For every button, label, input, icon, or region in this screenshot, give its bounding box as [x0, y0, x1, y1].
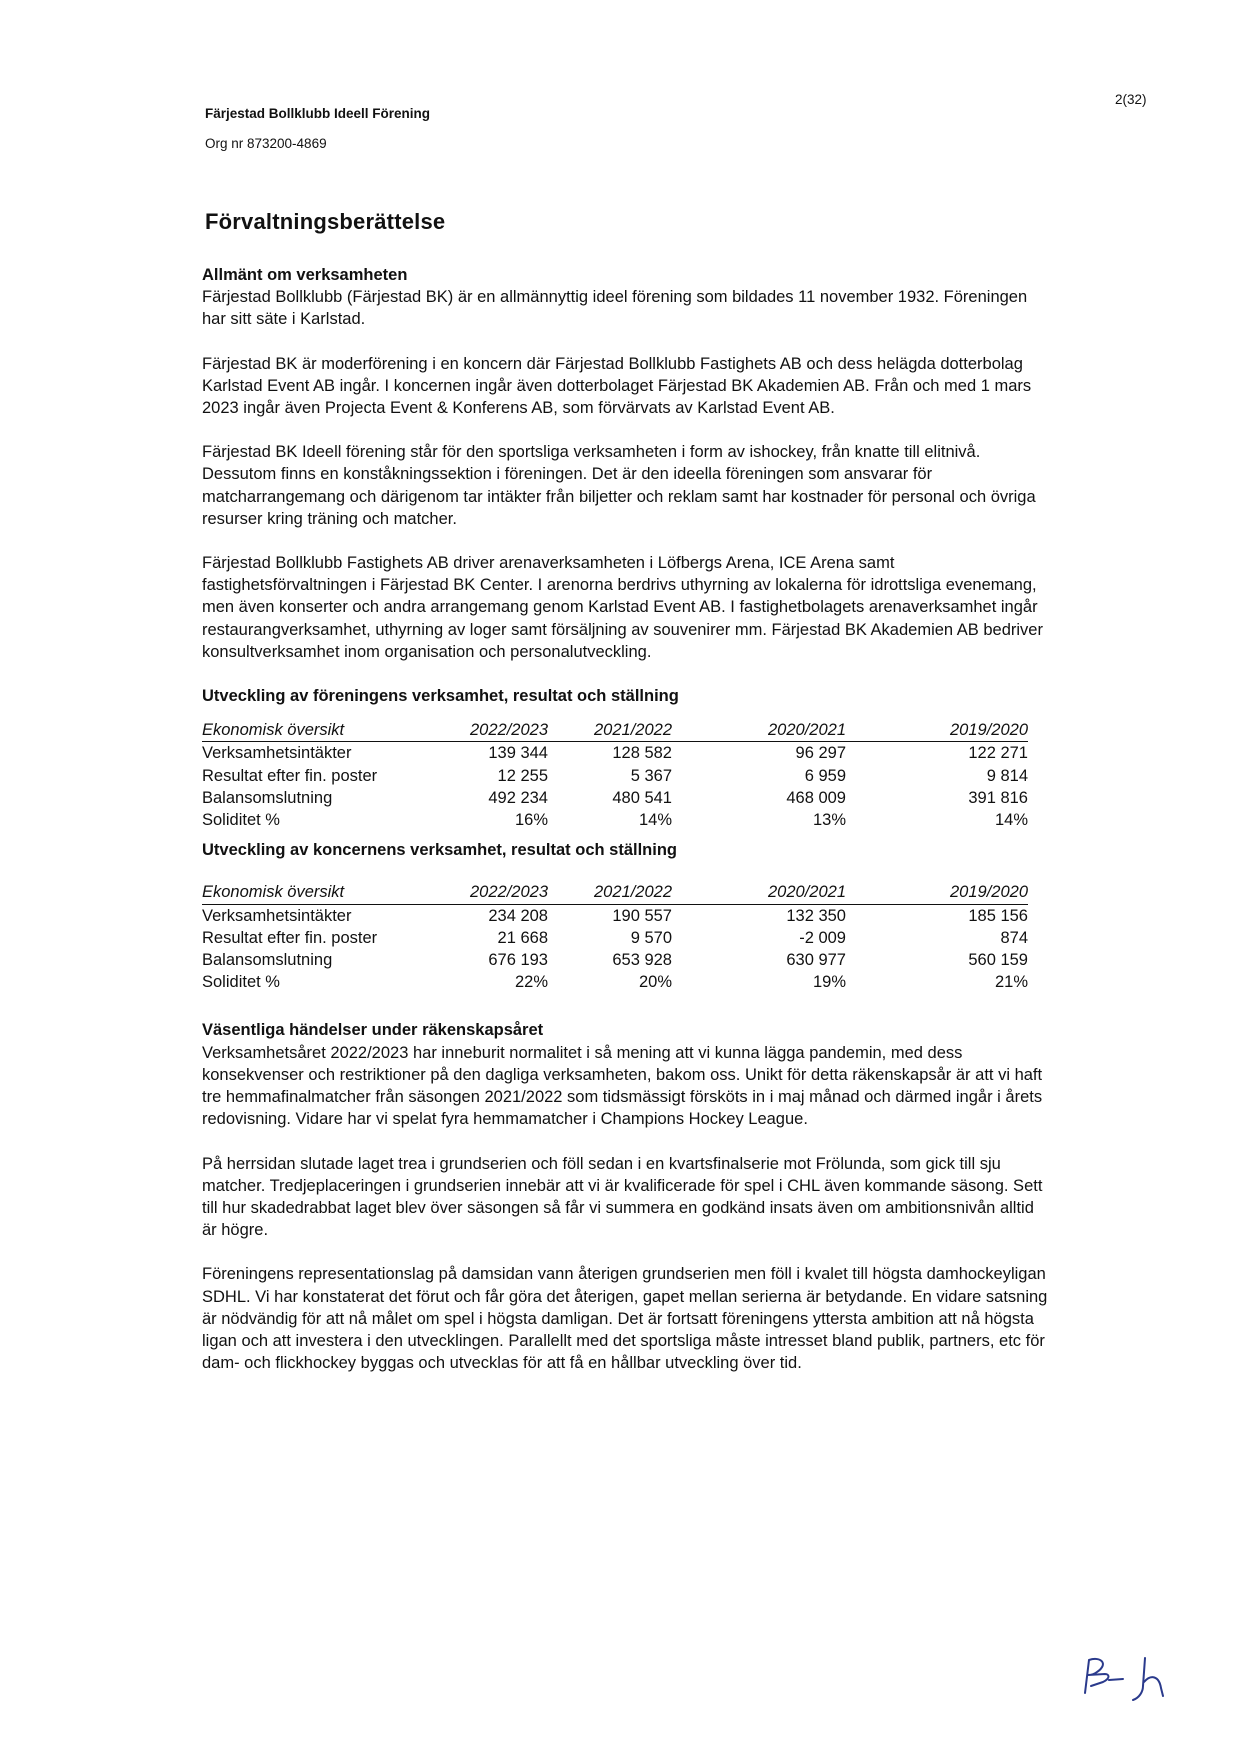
table-header-cell: Ekonomisk översikt: [202, 881, 422, 904]
table-cell: 12 255: [497, 766, 548, 785]
table-cell: 6 959: [804, 766, 846, 785]
signature-initials: [1075, 1648, 1185, 1708]
table-cell: 122 271: [968, 744, 1028, 763]
association-financial-table: [202, 719, 1028, 831]
table-cell: 874: [1000, 928, 1028, 947]
group-table-heading: Utveckling av koncernens verksamhet, resultat och ställning: [202, 841, 678, 860]
table-cell: 139 344: [488, 744, 548, 763]
table-cell: 96 297: [795, 744, 846, 763]
organization-number: Org nr 873200-4869: [205, 136, 327, 151]
general-paragraph-1: Färjestad Bollklubb (Färjestad BK) är en allmännyttig ideel förening som bildades 11 november 1932. Föreningen har sitt säte i Karlstad.: [202, 288, 1028, 329]
events-heading: Väsentliga händelser under räkenskapsåret: [202, 1021, 544, 1040]
table-header-cell: 2020/2021: [672, 719, 846, 742]
table-cell: 190 557: [612, 906, 672, 925]
general-paragraph-3: Färjestad BK Ideell förening står för den sportsliga verksamheten i form av ishockey, från knatte till elitnivå. Dessutom finns en konståkningssektion i föreningen. Det är den ideella föreningen som ansvarar för matcharrangemang och därigenom tar intäkter från biljetter och reklam samt har kostnader för personal och övriga resurser kring träning och matcher.: [202, 443, 1036, 528]
table-header-cell: 2019/2020: [846, 881, 1028, 904]
table-cell: 468 009: [786, 788, 846, 807]
events-paragraph-1: Verksamhetsåret 2022/2023 har inneburit normalitet i så mening att vi kunna lägga pandemin, med dess konsekvenser och restriktioner på den dagliga verksamheten, bakom oss. Unikt för detta räkenskapsår är att vi haft tre hemmafinalmatcher från säsongen 2021/2022 som tidsmässigt försköts in i maj månad och därmed ingår i årets redovisning. Vidare har vi spelat fyra hemmamatcher i Champions Hockey League.: [202, 1043, 1043, 1129]
table-cell: 132 350: [786, 906, 846, 925]
general-heading: Allmänt om verksamheten: [202, 266, 408, 284]
table-cell: 21%: [994, 973, 1028, 992]
table-cell: 630 977: [786, 951, 846, 970]
table-row: [202, 904, 1028, 927]
table-cell: 9 814: [986, 766, 1028, 785]
table-cell: 676 193: [488, 951, 548, 970]
table-cell: 480 541: [612, 788, 672, 807]
table-row: [202, 949, 1028, 971]
table-header-cell: 2021/2022: [548, 881, 672, 904]
group-financial-table: [202, 881, 1028, 993]
organization-name: Färjestad Bollklubb Ideell Förening: [205, 106, 431, 121]
table-cell: 492 234: [488, 788, 548, 807]
table-header-cell: 2021/2022: [548, 719, 672, 742]
document-title: Förvaltningsberättelse: [205, 209, 446, 234]
table-cell: Soliditet %: [202, 811, 280, 830]
general-paragraph-2: Färjestad BK är moderförening i en koncern där Färjestad Bollklubb Fastighets AB och dess helägda dotterbolag Karlstad Event AB ingår. I koncernen ingår även dotterbolaget Färjestad BK Akademien AB. Från och med 1 mars 2023 ingår även Projecta Event & Konferens AB, som förvärvats av Karlstad Event AB.: [202, 354, 1032, 418]
table-cell: 13%: [812, 811, 846, 830]
table-row: [202, 787, 1028, 809]
general-paragraph-4: Färjestad Bollklubb Fastighets AB driver arenaverksamheten i Löfbergs Arena, ICE Arena samt fastighetsförvaltningen i Färjestad BK Center. I arenorna berdrivs uthyrning av lokalerna för idrottsliga evenemang, men även konserter och andra arrangemang genom Karlstad Event AB. I fastighetbolagets arenaverksamhet ingår restaurangverksamhet, uthyrning av loger samt försäljning av souvenirer mm. Färjestad BK Akademien AB bedriver konsultverksamhet inom organisation och personalutveckling.: [202, 554, 1043, 661]
table-cell: Soliditet %: [202, 973, 280, 992]
table-cell: 9 570: [630, 928, 672, 947]
table-cell: 19%: [812, 973, 846, 992]
table-header-cell: 2022/2023: [422, 719, 548, 742]
table-header-cell: 2019/2020: [846, 719, 1028, 742]
events-paragraph-2: På herrsidan slutade laget trea i grundserien och föll sedan i en kvartsfinalserie mot Frölunda, som gick till sju matcher. Tredjeplaceringen i grundserien innebär att vi är kvalificerade för spel i CHL även kommande säsong. Sett till hur skadedrabbat laget blev över säsongen så får vi summera en godkänd insats även om ambitionsnivån alltid är högre.: [202, 1154, 1043, 1240]
table-cell: 5 367: [630, 766, 672, 785]
table-cell: Balansomslutning: [202, 951, 333, 970]
table-cell: -2 009: [799, 928, 846, 947]
table-row: [202, 742, 1028, 765]
association-table-heading: Utveckling av föreningens verksamhet, resultat och ställning: [202, 687, 679, 706]
table-cell: 14%: [638, 811, 672, 830]
table-header-cell: Ekonomisk översikt: [202, 719, 422, 742]
table-cell: Resultat efter fin. poster: [202, 928, 378, 947]
table-cell: Balansomslutning: [202, 788, 333, 807]
table-header-cell: 2022/2023: [422, 881, 548, 904]
table-cell: Verksamhetsintäkter: [202, 906, 352, 925]
table-row: [202, 765, 1028, 787]
table-row: [202, 809, 1028, 831]
table-cell: Resultat efter fin. poster: [202, 766, 378, 785]
table-header-cell: 2020/2021: [672, 881, 846, 904]
table-cell: 21 668: [497, 928, 548, 947]
table-cell: Verksamhetsintäkter: [202, 744, 352, 763]
table-cell: 560 159: [968, 951, 1028, 970]
table-cell: 185 156: [968, 906, 1028, 925]
table-row: [202, 927, 1028, 949]
table-cell: 128 582: [612, 744, 672, 763]
table-cell: 20%: [638, 973, 672, 992]
table-cell: 14%: [994, 811, 1028, 830]
page-number: 2(32): [1115, 92, 1147, 107]
document-body: [202, 264, 1052, 1396]
table-cell: 16%: [514, 811, 548, 830]
table-cell: 653 928: [612, 951, 672, 970]
table-cell: 234 208: [488, 906, 548, 925]
table-cell: 391 816: [968, 788, 1028, 807]
table-row: [202, 971, 1028, 993]
events-paragraph-3: Föreningens representationslag på damsidan vann återigen grundserien men föll i kvalet till högsta damhockeyligan SDHL. Vi har konstaterat det förut och får göra det återigen, gapet mellan serierna är betydande. En vidare satsning är nödvändig för att nå målet om spel i högsta damligan. Det är fortsatt föreningens yttersta ambition att nå högsta ligan och att investera i den utvecklingen. Parallellt med det sportsliga måste intresset bland publik, partners, etc för dam- och flickhockey byggas och utvecklas för att få en hållbar utveckling över tid.: [202, 1265, 1048, 1373]
table-cell: 22%: [514, 973, 548, 992]
